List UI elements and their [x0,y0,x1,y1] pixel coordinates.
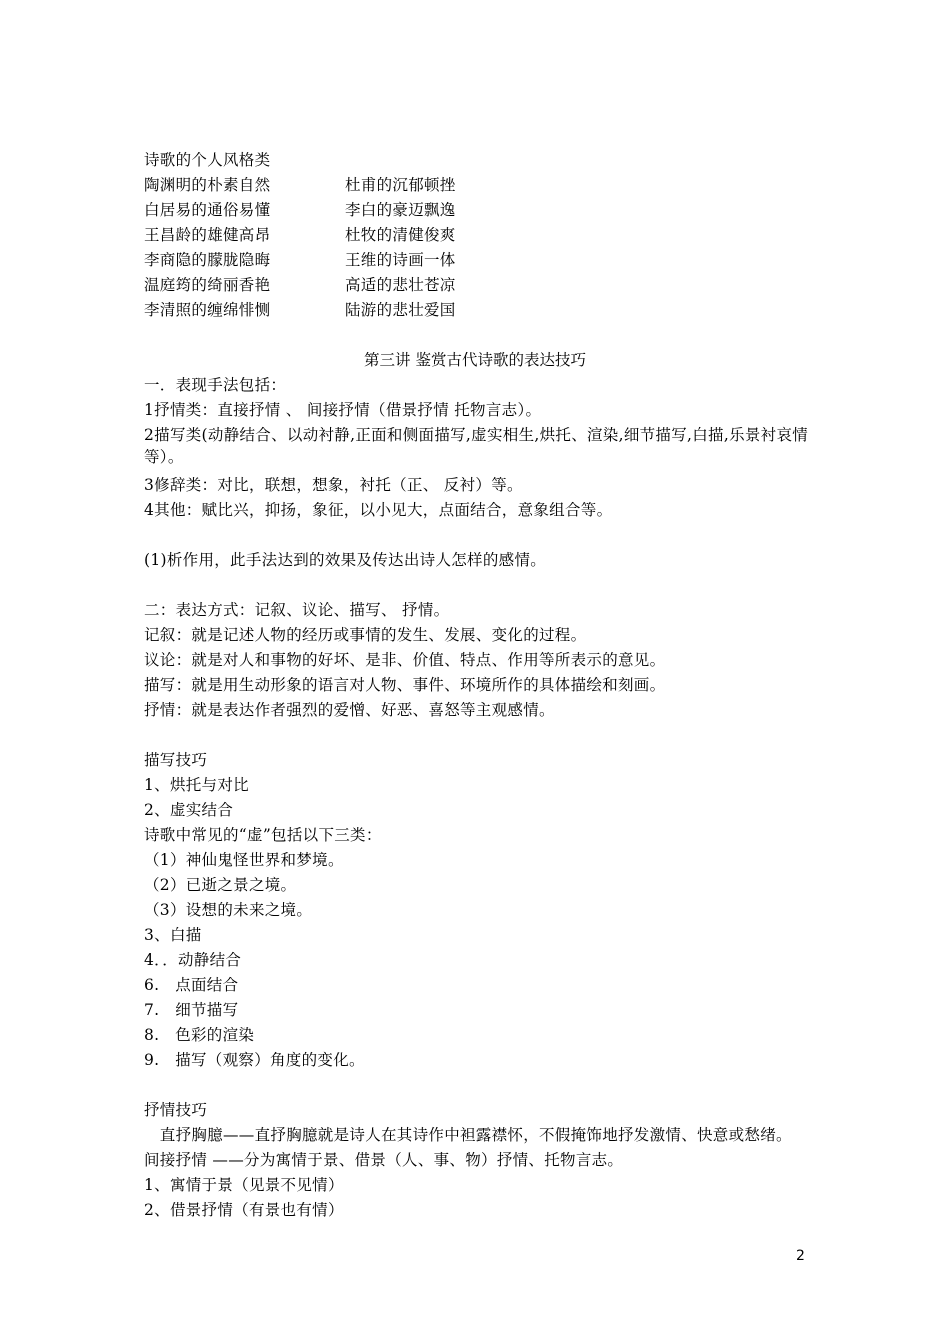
description-skill-item: 9. 描写（观察）角度的变化。 [144,1051,365,1069]
techniques-item-2: 2描写类(动静结合、以动衬静,正面和侧面描写,虚实相生,烘托、渲染,细节描写,白描,乐景衬哀情等）。 [144,426,809,466]
style-left-5: 温庭筠的绮丽香艳 [144,276,271,294]
description-skill-item: 诗歌中常见的“虚”包括以下三类： [144,826,382,844]
techniques-item-1: 1抒情类：直接抒情 、 间接抒情（借景抒情 托物言志）。 [144,401,542,419]
description-skill-item: （3）设想的未来之境。 [144,901,313,919]
lyric-skill-item: 直抒胸臆——直抒胸臆就是诗人在其诗作中袒露襟怀，不假掩饰地抒发激情、快意或愁绪。 [144,1126,792,1144]
lyric-skill-item: 间接抒情 ——分为寓情于景、借景（人、事、物）抒情、托物言志。 [144,1151,624,1169]
description-skill-item: 4．．动静结合 [144,951,242,969]
style-left-1: 陶渊明的朴素自然 [144,176,271,194]
description-skill-item: 1、烘托与对比 [144,776,249,794]
lyric-skills-heading: 抒情技巧 [144,1101,208,1119]
techniques-note: (1)析作用，此手法达到的效果及传达出诗人怎样的感情。 [144,551,547,569]
expression-description: 描写：就是用生动形象的语言对人物、事件、环境所作的具体描绘和刻画。 [144,676,666,694]
expression-narration: 记叙：就是记述人物的经历或事情的发生、发展、变化的过程。 [144,626,587,644]
style-left-3: 王昌龄的雄健高昂 [144,226,271,244]
style-left-6: 李清照的缠绵悱恻 [144,301,271,319]
style-right-1: 杜甫的沉郁顿挫 [345,176,456,194]
style-left-4: 李商隐的朦胧隐晦 [144,251,271,269]
description-skill-item: 8. 色彩的渲染 [144,1026,255,1044]
lyric-skill-item: 1、寓情于景（见景不见情） [144,1176,344,1194]
description-skills-heading: 描写技巧 [144,751,208,769]
expression-heading: 二：表达方式：记叙、议论、描写、 抒情。 [144,601,450,619]
expression-lyric: 抒情：就是表达作者强烈的爱憎、好恶、喜怒等主观感情。 [144,701,555,719]
style-right-5: 高适的悲壮苍凉 [345,276,456,294]
style-right-4: 王维的诗画一体 [345,251,456,269]
description-skill-item: 3、白描 [144,926,202,944]
techniques-heading: 一．表现手法包括： [144,376,287,394]
description-skill-item: 6. 点面结合 [144,976,239,994]
description-skill-item: （2）已逝之景之境。 [144,876,297,894]
style-right-2: 李白的豪迈飘逸 [345,201,456,219]
expression-argument: 议论：就是对人和事物的好坏、是非、价值、特点、作用等所表示的意见。 [144,651,666,669]
description-skill-item: 7. 细节描写 [144,1001,239,1019]
page-number: 2 [796,1248,805,1264]
style-right-3: 杜牧的清健俊爽 [345,226,456,244]
techniques-item-3: 3修辞类：对比，联想，想象，衬托（正、 反衬）等。 [144,476,523,494]
style-left-2: 白居易的通俗易懂 [144,201,271,219]
lecture-title: 第三讲 鉴赏古代诗歌的表达技巧 [364,351,586,369]
style-section-title: 诗歌的个人风格类 [144,151,271,169]
lyric-skill-item: 2、借景抒情（有景也有情） [144,1201,344,1219]
description-skill-item: （1）神仙鬼怪世界和梦境。 [144,851,344,869]
techniques-item-4: 4其他：赋比兴，抑扬，象征，以小见大，点面结合，意象组合等。 [144,501,613,519]
style-right-6: 陆游的悲壮爱国 [345,301,456,319]
description-skill-item: 2、虚实结合 [144,801,234,819]
